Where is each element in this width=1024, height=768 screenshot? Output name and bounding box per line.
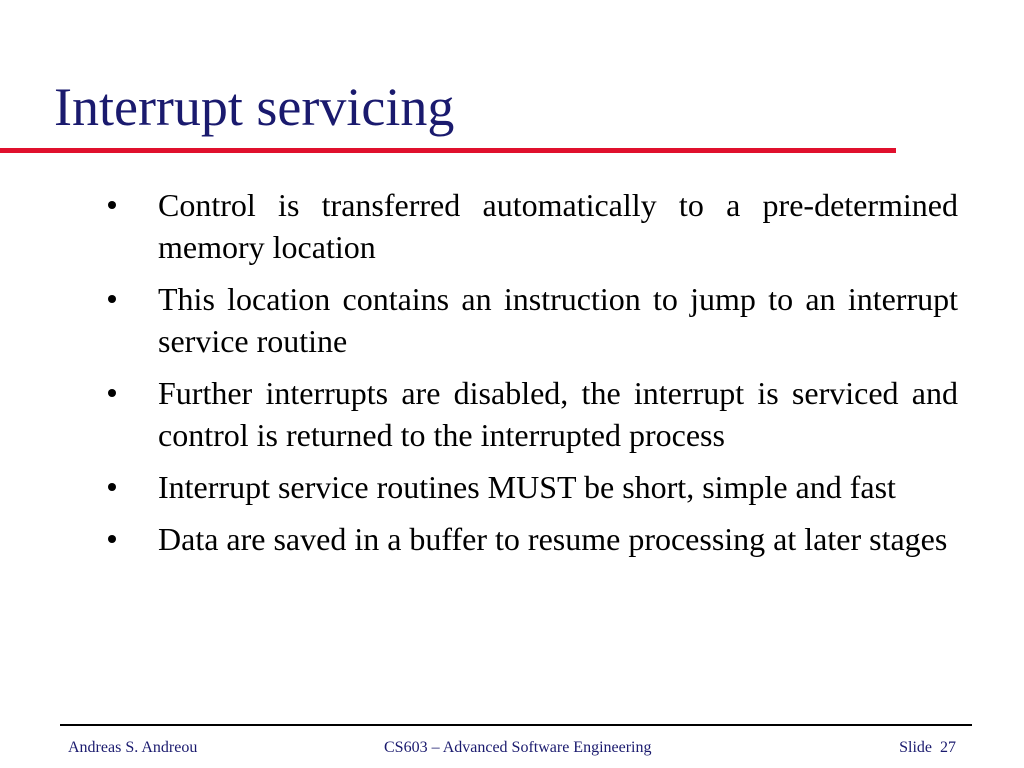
- bullet-dot-icon: [108, 295, 116, 303]
- bullet-text: Data are saved in a buffer to resume processing at later stages: [158, 521, 948, 557]
- bullet-dot-icon: [108, 389, 116, 397]
- footer-course: CS603 – Advanced Software Engineering: [384, 739, 652, 756]
- bullet-text: Further interrupts are disabled, the interrupt is serviced and control is returned to the interrupted process: [158, 375, 958, 453]
- footer-author: Andreas S. Andreou: [68, 739, 198, 756]
- title-underline: [0, 148, 896, 153]
- bullet-dot-icon: [108, 201, 116, 209]
- bullet-item: [108, 184, 958, 268]
- bullet-item: [108, 466, 958, 508]
- footer-divider: [60, 724, 972, 726]
- bullet-item: [108, 518, 958, 560]
- bullet-item: [108, 278, 958, 362]
- bullet-item: [108, 372, 958, 456]
- bullet-text: Interrupt service routines MUST be short, simple and fast: [158, 469, 896, 505]
- bullet-dot-icon: [108, 483, 116, 491]
- footer-slide-number: [899, 738, 956, 758]
- slide-number: 27: [940, 739, 956, 756]
- slide-label: Slide: [899, 739, 932, 756]
- bullet-dot-icon: [108, 535, 116, 543]
- bullet-list: [108, 184, 958, 570]
- bullet-text: Control is transferred automatically to a pre-determined memory location: [158, 187, 958, 265]
- slide-title: Interrupt servicing: [54, 77, 455, 137]
- bullet-text: This location contains an instruction to jump to an interrupt service routine: [158, 281, 958, 359]
